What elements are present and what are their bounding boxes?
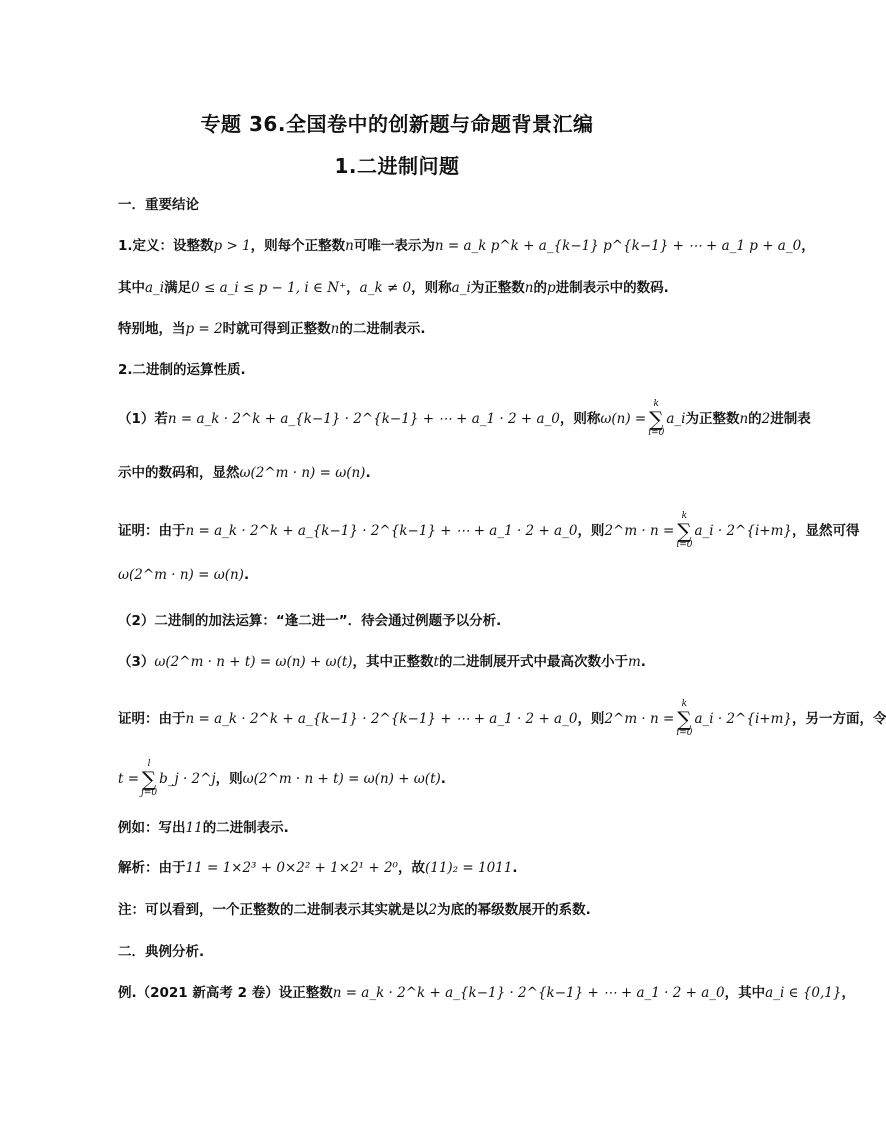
text: ， bbox=[801, 238, 815, 254]
text: 为底的幂级数展开的系数. bbox=[437, 902, 591, 918]
text: ，显然可得 bbox=[791, 523, 860, 539]
math: n = a_k · 2^k + a_{k−1} · 2^{k−1} + ⋯ + a_1 · 2 + a_0 bbox=[185, 711, 578, 727]
math: t = bbox=[118, 771, 140, 787]
text: . bbox=[243, 567, 250, 583]
proof-2-line-2 bbox=[118, 760, 718, 798]
sum-upper-limit: k bbox=[681, 511, 688, 521]
text: 证明：由于 bbox=[118, 711, 186, 727]
text: 特别地，当 bbox=[118, 321, 186, 337]
text: . bbox=[640, 654, 646, 670]
math: a_i · 2^{i+m} bbox=[694, 711, 792, 727]
math: a_i bbox=[145, 280, 165, 296]
text: ，则 bbox=[577, 711, 605, 727]
proof-1-line-1 bbox=[118, 511, 860, 550]
sigma-symbol: ∑ bbox=[141, 767, 157, 791]
text: 例.（2021 新高考 2 卷）设正整数 bbox=[118, 985, 333, 1001]
text: ，则称 bbox=[559, 411, 601, 427]
sum-lower-limit: j=0 bbox=[141, 788, 158, 798]
sum-upper-limit: k bbox=[653, 399, 659, 409]
example-line bbox=[118, 816, 718, 836]
math: ω(2^m · n) = ω(n) bbox=[239, 465, 366, 481]
proof-1-line-2 bbox=[118, 567, 718, 583]
math: ω(n) = bbox=[600, 411, 647, 427]
math: a_i bbox=[451, 280, 471, 296]
math: 11 bbox=[185, 820, 203, 836]
sigma-symbol: ∑ bbox=[677, 519, 692, 543]
math: (11)₂ = 1011 bbox=[424, 860, 513, 876]
math: n = a_k · 2^k + a_{k−1} · 2^{k−1} + ⋯ + a_1 · 2 + a_0 bbox=[167, 411, 560, 427]
text: ，其中正整数 bbox=[352, 654, 434, 670]
sum-lower-limit: i=0 bbox=[676, 540, 693, 550]
text: . bbox=[512, 860, 518, 876]
math: 11 = 1×2³ + 0×2² + 1×2¹ + 2⁰ bbox=[185, 860, 398, 876]
section-heading-2: 二．典例分析. bbox=[118, 944, 205, 960]
text: （3） bbox=[118, 654, 155, 670]
summation-sign bbox=[648, 400, 664, 438]
text: 为正整数 bbox=[685, 411, 740, 427]
math: 2 bbox=[761, 411, 771, 427]
math: a_k ≠ 0 bbox=[359, 280, 412, 296]
text: ，则 bbox=[577, 523, 605, 539]
page-title: 专题 36.全国卷中的创新题与命题背景汇编 bbox=[200, 112, 594, 136]
math: ω(2^m · n + t) = ω(n) + ω(t) bbox=[242, 771, 441, 787]
text: 示中的数码和，显然 bbox=[118, 465, 240, 481]
definition-line-3 bbox=[118, 317, 718, 337]
text: 时就可得到正整数 bbox=[222, 321, 331, 337]
definition-line-2 bbox=[118, 276, 718, 296]
math: n bbox=[345, 238, 354, 254]
text: 进制表示中的数码. bbox=[555, 280, 669, 296]
summation-sign bbox=[676, 700, 692, 738]
page-subtitle: 1.二进制问题 bbox=[334, 154, 460, 178]
sum-lower-limit: i=0 bbox=[648, 428, 665, 438]
math: n bbox=[739, 411, 749, 427]
text: 其中 bbox=[118, 280, 145, 296]
section-heading-1: 一．重要结论 bbox=[118, 197, 199, 213]
math: n bbox=[524, 280, 534, 296]
math: n = a_k · 2^k + a_{k−1} · 2^{k−1} + ⋯ + a_1 · 2 + a_0 bbox=[332, 985, 725, 1001]
proof-2-line-1 bbox=[118, 699, 886, 738]
text: 满足 bbox=[164, 280, 192, 296]
text: . bbox=[365, 465, 371, 481]
analysis-line bbox=[118, 856, 718, 876]
text: ，则 bbox=[215, 771, 243, 787]
text: （1）若 bbox=[118, 411, 168, 427]
property-1-line-1 bbox=[118, 399, 811, 438]
sum-upper-limit: l bbox=[147, 759, 151, 769]
property-3 bbox=[118, 650, 718, 670]
property-1-line-2 bbox=[118, 461, 718, 481]
text: ， bbox=[841, 985, 855, 1001]
math: ω(2^m · n + t) = ω(n) + ω(t) bbox=[154, 654, 353, 670]
text: ，则称 bbox=[411, 280, 452, 296]
sigma-symbol: ∑ bbox=[677, 707, 692, 731]
text: 的二进制展开式中最高次数小于 bbox=[438, 654, 628, 670]
text: . bbox=[440, 771, 446, 787]
math: 2 bbox=[428, 902, 438, 918]
math: p bbox=[546, 280, 556, 296]
math: p > 1 bbox=[213, 238, 251, 254]
text: 的二进制表示. bbox=[202, 820, 289, 836]
text: 可唯一表示为 bbox=[353, 238, 435, 254]
text: 进制表 bbox=[770, 411, 811, 427]
text: ，其中 bbox=[724, 985, 766, 1001]
properties-heading: 2.二进制的运算性质. bbox=[118, 362, 246, 378]
summation-sign bbox=[676, 512, 692, 550]
text: 解析：由于 bbox=[118, 860, 186, 876]
math: 0 ≤ a_i ≤ p − 1, i ∈ N⁺ bbox=[191, 280, 347, 296]
math: n = a_k p^k + a_{k−1} p^{k−1} + ⋯ + a_1 p + a_0 bbox=[434, 238, 802, 254]
math: p = 2 bbox=[185, 321, 223, 337]
text: 例如：写出 bbox=[118, 820, 186, 836]
text: 证明：由于 bbox=[118, 523, 186, 539]
text: ，故 bbox=[397, 860, 425, 876]
text: 1.定义：设整数 bbox=[118, 238, 214, 254]
text: ， bbox=[346, 280, 360, 296]
note-line bbox=[118, 898, 718, 918]
math: 2^m · n = bbox=[604, 711, 675, 727]
example-problem-line bbox=[118, 981, 855, 1001]
definition-line-1 bbox=[118, 234, 815, 254]
math: b_j · 2^j bbox=[159, 771, 216, 787]
text: 的 bbox=[748, 411, 762, 427]
summation-sign bbox=[141, 760, 157, 798]
math: 2^m · n = bbox=[604, 523, 675, 539]
text: ，另一方面，令 bbox=[791, 711, 886, 727]
math: n bbox=[330, 321, 340, 337]
text: 的 bbox=[533, 280, 547, 296]
math: t bbox=[433, 654, 439, 670]
property-2: （2）二进制的加法运算：“逢二进一”．待会通过例题予以分析. bbox=[118, 613, 502, 629]
math: m bbox=[627, 654, 641, 670]
sigma-symbol: ∑ bbox=[649, 407, 664, 431]
math: a_i bbox=[666, 411, 686, 427]
text: ，则每个正整数 bbox=[250, 238, 346, 254]
text: 为正整数 bbox=[470, 280, 525, 296]
sum-lower-limit: i=0 bbox=[676, 728, 693, 738]
math: n = a_k · 2^k + a_{k−1} · 2^{k−1} + ⋯ + a_1 · 2 + a_0 bbox=[185, 523, 578, 539]
math: ω(2^m · n) = ω(n) bbox=[118, 567, 244, 583]
text: 的二进制表示. bbox=[339, 321, 426, 337]
sum-upper-limit: k bbox=[681, 699, 688, 709]
math: a_i ∈ {0,1} bbox=[765, 985, 842, 1001]
text: 注：可以看到，一个正整数的二进制表示其实就是以 bbox=[118, 902, 429, 918]
math: a_i · 2^{i+m} bbox=[694, 523, 792, 539]
